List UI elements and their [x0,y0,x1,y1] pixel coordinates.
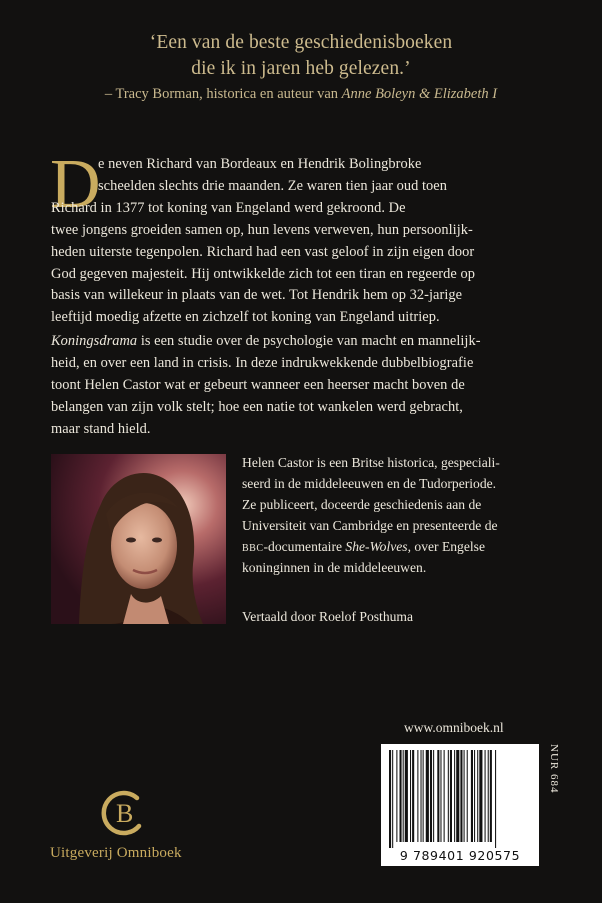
text-fragment: -documentaire [263,539,346,554]
barcode-bar [433,750,434,842]
isbn-number: 9 789401 920575 [399,848,521,863]
barcode-bar [464,750,465,842]
quote-attribution [0,83,602,105]
text-line: belangen van zijn volk stelt; hoe een natie tot wankelen werd gebracht, [51,398,463,415]
text-line: toont Helen Castor wat er gebeurt wanneer een heerser macht boven de [51,376,465,393]
barcode-bar [479,750,482,842]
description-paragraph-2 [51,331,551,441]
text-line [51,331,551,353]
barcode-bar [477,750,478,842]
barcode-bar [417,750,418,842]
text-fragment: , over Engelse [407,539,485,554]
endorsement-quote [0,30,602,105]
publisher-website: www.omniboek.nl [404,720,504,735]
publisher-logo-icon [97,786,149,838]
quote-line-1: ‘Een van de beste geschiedenisboeken [149,32,453,53]
text-fragment: is een studie over de psychologie van macht en mannelijk- [137,333,481,349]
book-title: Koningsdrama [51,333,138,349]
text-line: e neven Richard van Bordeaux en Hendrik Bolingbroke [98,156,422,172]
logo-letter: B [116,799,134,828]
text-line: leeftijd moedig afzette en zichzelf tot koning van Engeland uitriep. [51,309,440,326]
barcode-bar [405,750,408,842]
nur-code: NUR 684 [548,744,560,794]
barcode-bar [421,750,422,842]
attribution-text: – Tracy Borman, historica en auteur van [104,86,342,102]
text-line: twee jongens groeiden samen op, hun levens verweven, hun persoonlijk- [51,221,473,238]
barcode-bar [440,750,441,842]
documentary-title: She-Wolves [345,539,408,554]
barcode-bar [495,750,496,848]
bbc-text: bbc [242,539,264,554]
barcode-bar [474,750,475,842]
barcode-bar [403,750,404,842]
bio-line [242,536,562,557]
barcode-bar [448,750,449,842]
bio-line: Ze publiceert, doceerde geschiedenis aan de [242,497,482,512]
barcode-bars [381,744,539,848]
isbn-barcode [381,744,539,866]
barcode-bar [444,750,445,842]
ampersand: & [415,86,434,102]
barcode-bar [426,750,429,842]
barcode-bar [467,750,468,842]
text-line: scheelden slechts drie maanden. Ze waren tien jaar oud toen [98,177,447,194]
text-line: basis van willekeur in plaats van de wet. Tot Hendrik hem op 32-jarige [51,287,463,304]
description-paragraph-1 [51,154,551,329]
bio-line: Helen Castor is een Britse historica, gespeciali- [242,455,500,470]
translator-credit: Vertaald door Roelof Posthuma [242,609,414,624]
text-line: maar stand hield. [51,420,151,437]
text-line: God gegeven majesteit. Hij ontwikkelde zich tot een tiran en regeerde op [51,265,475,282]
bio-line: koninginnen in de middeleeuwen. [242,560,427,575]
barcode-bar [450,750,452,842]
barcode-bar [437,750,439,842]
barcode-bar [490,750,492,842]
barcode-bar [471,750,473,842]
publisher-name: Uitgeverij Omniboek [50,845,182,861]
author-photo [51,454,226,624]
barcode-bar [460,750,462,842]
book-title-anne-boleyn: Anne Boleyn [341,86,416,102]
barcode-bar [456,750,459,842]
barcode-bar [454,750,455,842]
barcode-bar [412,750,414,842]
text-line: Richard in 1377 tot koning van Engeland werd gekroond. De [51,199,406,216]
author-bio [242,452,562,578]
barcode-bar [392,750,393,848]
book-title-elizabeth: Elizabeth I [433,86,498,102]
barcode-bar [389,750,391,848]
barcode-bar [396,750,397,842]
barcode-bar [410,750,411,842]
barcode-bar [488,750,489,842]
text-line: heid, en over een land in crisis. In deze indrukwekkende dubbelbiografie [51,354,474,371]
bio-line: Universiteit van Cambridge en presenteerde de [242,518,498,533]
barcode-bar [430,750,432,842]
barcode-bar [485,750,486,842]
drop-cap: D [50,146,101,223]
barcode-bar [400,750,402,842]
quote-line-2: die ik in jaren heb gelezen.’ [191,58,411,79]
bio-line: seerd in de middeleeuwen en de Tudorperiode. [242,476,497,491]
text-line: heden uiterste tegenpolen. Richard had een vast geloof in zijn eigen door [51,243,475,260]
barcode-bar [423,750,424,842]
